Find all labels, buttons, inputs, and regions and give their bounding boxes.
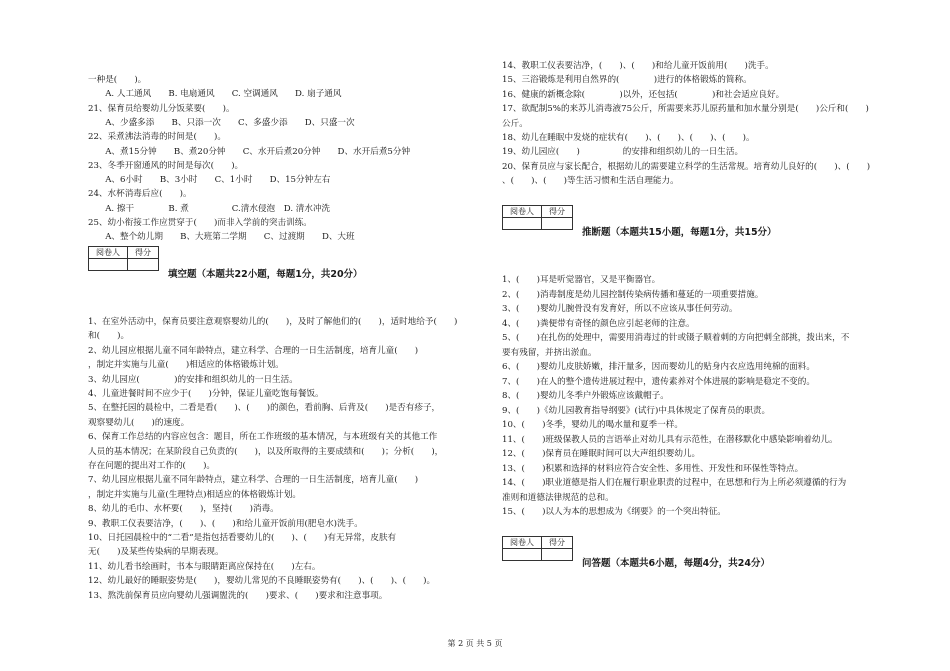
- text-line: 9、( )《幼儿园教育指导纲要》(试行)中具体规定了保育员的职责。: [502, 405, 771, 416]
- text-line: 10、( )冬季，婴幼儿的喝水量和夏季一样。: [502, 420, 683, 430]
- text-line: 和( )。: [88, 331, 130, 342]
- text-line: ，制定并实施与儿童( )相适应的体格锻炼计划。: [88, 360, 284, 371]
- text-line: 公斤。: [502, 118, 528, 129]
- score-box-grader-label: 阅卷人: [89, 247, 128, 259]
- text-line: 8、( )婴幼儿冬季户外锻炼应该戴帽子。: [502, 391, 669, 401]
- score-box-score-label: 得分: [542, 537, 573, 549]
- page-number: 第 2 页 共 5 页: [447, 639, 503, 648]
- score-box-fill: [88, 246, 159, 271]
- score-box-score-cell: [542, 218, 573, 230]
- section-title-fill-in: 填空题（本题共22小题，每题1分，共20分）: [168, 269, 363, 280]
- text-line: 6、( )婴幼儿皮肤娇嫩，排汗量多，因而婴幼儿的贴身内衣应选用纯棉的面料。: [502, 362, 815, 372]
- text-line: 无( )及某些传染病的早期表现。: [88, 547, 224, 558]
- text-line: 1、在室外活动中，保育员要注意观察婴幼儿的( )，及时了解他们的( )，适时地给予( ): [88, 317, 458, 327]
- text-line: A. 擦干 B. 煮 C.清水侵泡 D. 清水冲洗: [88, 203, 331, 214]
- section-title-judgement: 推断题（本题共15小题，每题1分，共15分）: [582, 227, 777, 238]
- text-line: 25、幼小衔接工作应贯穿于( )而非入学前的突击训练。: [88, 218, 312, 228]
- text-line: 7、( )在人的整个遗传进展过程中，遗传素养对个体进展的影响是稳定不变的。: [502, 376, 815, 387]
- text-line: ，制定并实施与儿童(生理特点)相适应的体格锻炼计划。: [88, 489, 301, 500]
- text-line: 20、保育员应与家长配合，根据幼儿的需要建立科学的生活常规。培育幼儿良好的( )、( ): [502, 161, 871, 172]
- text-line: 12、( )保育员在睡眠时间可以大声组织婴幼儿。: [502, 449, 701, 459]
- text-line: 21、保育员给婴幼儿分饭菜要( )。: [88, 103, 235, 114]
- text-line: 15、三浴锻炼是利用自然界的( )进行的体格锻炼的简称。: [502, 75, 752, 86]
- text-line: 19、幼儿园应( ) 的安排和组织幼儿的一日生活。: [502, 147, 744, 158]
- score-box-grader-cell: [89, 259, 128, 271]
- text-line: 一种是( )。: [88, 75, 147, 85]
- score-box-grader-label: 阅卷人: [503, 537, 542, 549]
- text-line: 7、幼儿园应根据儿童不同年龄特点，建立科学、合理的一日生活制度，培育儿童( ): [88, 475, 419, 486]
- text-line: 2、( )消毒制度是幼儿园控制传染病传播和蔓延的一项重要措施。: [502, 289, 764, 300]
- text-line: 3、( )婴幼儿腕骨没有发育好，所以不应该从事任何劳动。: [502, 304, 738, 314]
- text-line: A. 人工通风 B. 电扇通风 C. 空调通风 D. 扇子通风: [88, 89, 342, 100]
- text-line: 13、熬洗前保育员应向婴幼儿强调盥洗的( )要求、( )要求和注意事项。: [88, 590, 388, 601]
- text-line: 准则和道德法律规范的总和。: [502, 492, 614, 503]
- text-line: 12、幼儿最好的睡眠姿势是( )，婴幼儿常见的不良睡眠姿势有( )、( )、( )。: [88, 576, 436, 587]
- text-line: 8、幼儿的毛巾、水杯要( )，坚持( )消毒。: [88, 504, 279, 515]
- text-line: 人员的基本情况；在某阶段自己负责的( )，以及所取得的主要成绩和( )；分析( )，: [88, 446, 444, 457]
- text-line: 4、儿童进餐时间不应少于( )分钟，保证儿童吃饱每餐饭。: [88, 389, 324, 399]
- text-line: 14、( )职业道德是指人们在履行职业职责的过程中，在思想和行为上所必须遵循的行为: [502, 478, 847, 488]
- text-line: 14、教职工仪表要洁净，( )、( )和给儿童开饭前用( )洗手。: [502, 61, 774, 71]
- text-line: 4、( )粪便带有奇怪的颜色应引起老师的注意。: [502, 318, 695, 329]
- text-line: 存在问题的提出对工作的( )。: [88, 461, 216, 471]
- text-line: 6、保育工作总结的内容应包含：题目，所在工作班级的基本情况，与本班级有关的其他工作: [88, 432, 438, 443]
- text-line: 18、幼儿在睡眠中发烧的症状有( )、( )、( )、( )。: [502, 133, 755, 143]
- score-box-score-cell: [542, 549, 573, 561]
- text-line: 10、日托园晨检中的“二看”是指包括看婴幼儿的( )、( )有无异常，皮肤有: [88, 533, 397, 543]
- text-line: 要有残留，并挤出淤血。: [502, 347, 597, 358]
- text-line: 15、( )以人为本的思想成为《纲要》的一个突出特征。: [502, 507, 726, 517]
- text-line: 观察婴幼儿( )的速度。: [88, 417, 190, 428]
- score-box-score-cell: [128, 259, 159, 271]
- text-line: 5、在整托园的晨检中，二看是看( )、( )的颜色，看前胸、后背及( )是否有疹子，: [88, 403, 441, 414]
- text-line: 、( )、( )等生活习惯和生活自理能力。: [502, 176, 679, 187]
- text-line: 17、欲配制5%的来苏儿消毒液75公斤，所需要来苏儿原药量和加水量分别是( )公斤和( ): [502, 104, 869, 115]
- text-line: 2、幼儿园应根据儿童不同年龄特点，建立科学、合理的一日生活制度，培育儿童( ): [88, 345, 419, 356]
- score-box-score-label: 得分: [128, 247, 159, 259]
- text-line: A、少盛多添 B、只添一次 C、多盛少添 D、只盛一次: [88, 117, 355, 128]
- text-line: 24、水杯消毒后应( )。: [88, 189, 192, 200]
- text-line: 23、冬季开窗通风的时间是每次( )。: [88, 160, 244, 171]
- score-box-essay: [502, 536, 573, 561]
- score-box-grader-label: 阅卷人: [503, 206, 542, 218]
- section-title-essay: 问答题（本题共6小题，每题4分，共24分）: [582, 558, 770, 569]
- score-box-score-label: 得分: [542, 206, 573, 218]
- text-line: A、6小时 B、3小时 C、1小时 D、15分钟左右: [88, 175, 331, 186]
- text-line: 1、( )耳是听觉器官，又是平衡器官。: [502, 275, 661, 285]
- text-line: 16、健康的新概念除( )以外，还包括( )和社会适应良好。: [502, 89, 785, 100]
- text-line: 11、幼儿看书绘画时，书本与眼睛距离应保持在( )左右。: [88, 561, 321, 572]
- score-box-grader-cell: [503, 549, 542, 561]
- text-line: 9、教职工仪表要洁净，( )、( )和给儿童开饭前用(肥皂水)洗手。: [88, 518, 363, 529]
- text-line: A、整个幼儿期 B、大班第二学期 C、过渡期 D、大班: [88, 232, 355, 243]
- text-line: 13、( )积累和选择的材料应符合安全性、多用性、开发性和环保性等特点。: [502, 463, 804, 474]
- text-line: 11、( )班级保教人员的言语举止对幼儿具有示范性，在潜移默化中感染影响着幼儿。: [502, 434, 838, 445]
- text-line: 22、采煮沸法消毒的时间是( )。: [88, 132, 226, 143]
- score-box-judge: [502, 205, 573, 230]
- text-line: A、煮15分钟 B、煮20分钟 C、水开后煮20分钟 D、水开后煮5分钟: [88, 146, 411, 157]
- text-line: 5、( )在扎伤的处理中，需要用消毒过的针或镊子顺着刺的方向把刺全部挑，拨出来，不: [502, 333, 850, 343]
- score-box-grader-cell: [503, 218, 542, 230]
- text-line: 3、幼儿园应( )的安排和组织幼儿的一日生活。: [88, 374, 298, 385]
